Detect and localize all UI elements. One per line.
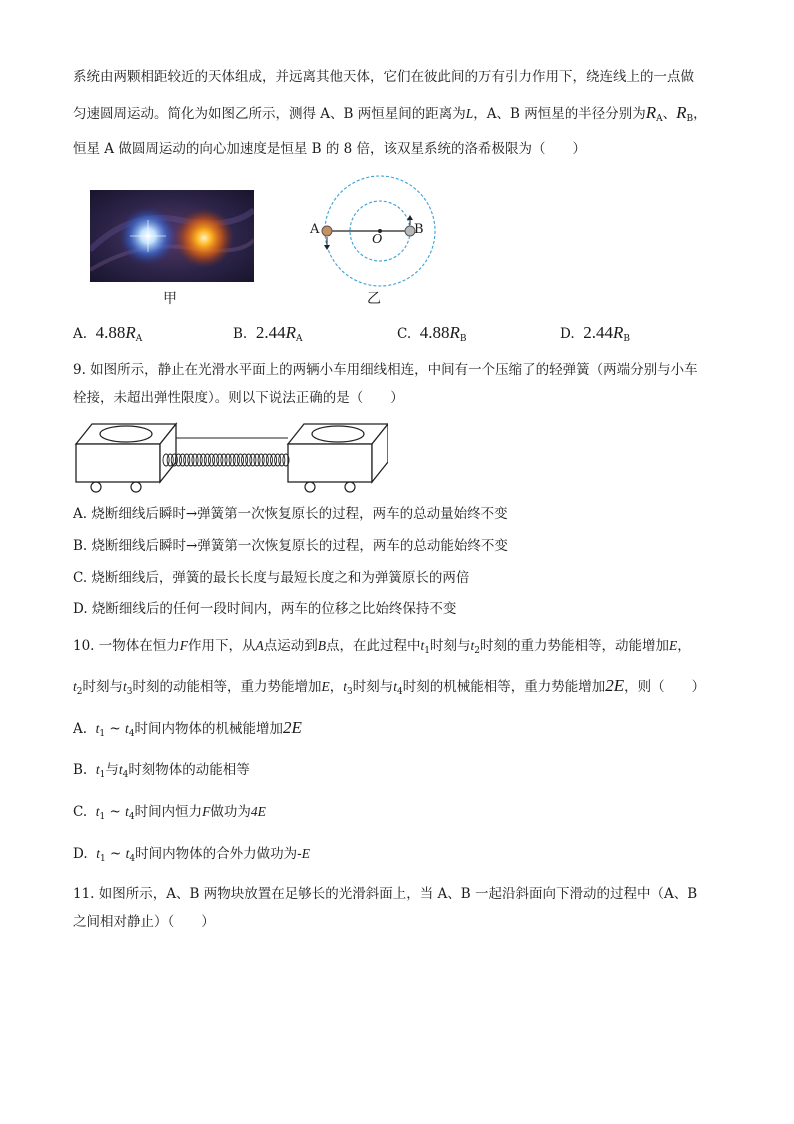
figure-yi-caption: 乙 <box>367 291 381 307</box>
q9-option-d[interactable]: D. 烧断细线后的任何一段时间内，两车的位移之比始终保持不变 <box>73 601 457 617</box>
q8-line1: 系统由两颗相距较近的天体组成，并远离其他天体，它们在彼此间的万有引力作用下，绕连线上的一点做 <box>73 69 694 85</box>
spring-coil <box>204 454 210 466</box>
q8-option-c[interactable]: C. $4.88R_B$ <box>397 323 467 344</box>
spring-coil <box>233 454 239 466</box>
spring-coil <box>258 454 264 466</box>
q11-line2: 之间相对静止）（ ） <box>73 914 215 930</box>
spring-coil <box>246 454 252 466</box>
spring-coil <box>200 454 206 466</box>
spring-coil <box>196 454 202 466</box>
q9-option-b[interactable]: B. 烧断细线后瞬时→弹簧第一次恢复原长的过程，两车的总动能始终不变 <box>73 538 508 554</box>
spring-coil <box>250 454 256 466</box>
spring-coil <box>184 454 190 466</box>
q8-option-a[interactable]: A. $4.88R_A$ <box>73 323 143 344</box>
q8-line3: 恒星 A 做圆周运动的向心加速度是恒星 B 的 8 倍，该双星系统的洛希极限为（ ） <box>73 141 587 157</box>
q9-line2: 栓接，未超出弹性限度）。则以下说法正确的是（ ） <box>73 390 404 406</box>
spring-coil <box>262 454 268 466</box>
spring-coil <box>242 454 248 466</box>
q10-option-a[interactable]: A. $t_1$ ~ $t_4$时间内物体的机械能增加2E <box>73 718 302 739</box>
spring-coil <box>275 454 281 466</box>
q10-line2: $t_2$时刻与$t_3$时刻的动能相等，重力势能增加E，$t_3$时刻与$t_4$时刻的机械能相等，重力势能增加2E，则（ ） <box>73 676 706 697</box>
spring-coil <box>225 454 231 466</box>
spring-coil <box>217 454 223 466</box>
q8-option-b[interactable]: B. $2.44R_A$ <box>233 323 303 344</box>
spring-coil <box>180 454 186 466</box>
q9-line1: 9. 如图所示，静止在光滑水平面上的两辆小车用细线相连，中间有一个压缩了的轻弹簧（两端分别与小车 <box>73 362 698 378</box>
spring-coil <box>270 454 276 466</box>
label-star-a: A <box>310 222 320 237</box>
q11-line1: 11. 如图所示，A、B 两物块放置在足够长的光滑斜面上，当 A、B 一起沿斜面向下滑动的过程中（A、B <box>73 886 698 902</box>
spring-coil <box>254 454 260 466</box>
spring-coil <box>237 454 243 466</box>
q10-option-c[interactable]: C. $t_1$ ~ $t_4$时间内恒力F做功为4E <box>73 804 266 822</box>
q10-line1: 10. 一物体在恒力F作用下，从A点运动到B点，在此过程中$t_1$时刻与$t_2$时刻的重力势能相等，动能增加E， <box>73 638 691 656</box>
spring-coil <box>188 454 194 466</box>
q8-line2: 匀速圆周运动。简化为如图乙所示，测得 A、B 两恒星间的距离为L，A、B 两恒星的半径分别为$R_A$、$R_B$， <box>73 103 707 124</box>
spring-coil <box>221 454 227 466</box>
spring-coil <box>208 454 214 466</box>
two-carts-spring-diagram <box>72 418 388 496</box>
q10-option-d[interactable]: D. $t_1$ ~ $t_4$时间内物体的合外力做功为-E <box>73 846 310 864</box>
binary-star-image <box>90 190 254 282</box>
label-center-o: O <box>372 232 383 247</box>
spring-coil <box>266 454 272 466</box>
spring-coil <box>229 454 235 466</box>
spring-coil <box>192 454 198 466</box>
spring-coil <box>213 454 219 466</box>
spring-coil <box>279 454 285 466</box>
label-star-b: B <box>414 222 424 237</box>
q9-option-c[interactable]: C. 烧断细线后，弹簧的最长长度与最短长度之和为弹簧原长的两倍 <box>73 570 470 586</box>
figure-jia-caption: 甲 <box>163 291 177 307</box>
q9-option-a[interactable]: A. 烧断细线后瞬时→弹簧第一次恢复原长的过程，两车的总动量始终不变 <box>73 506 508 522</box>
q8-option-d[interactable]: D. $2.44R_B$ <box>560 323 630 344</box>
q10-option-b[interactable]: B. $t_1$与$t_4$时刻物体的动能相等 <box>73 762 250 780</box>
